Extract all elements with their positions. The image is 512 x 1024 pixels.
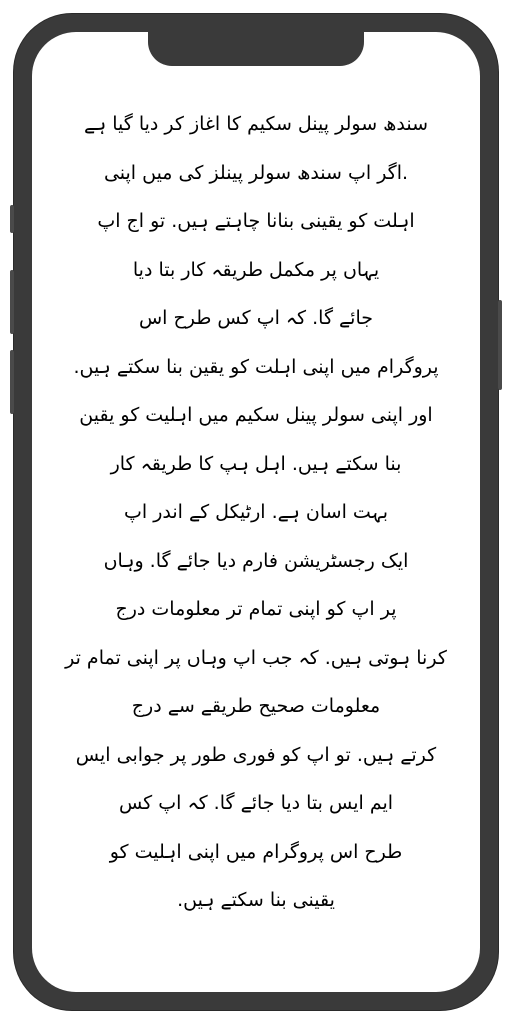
article-line: جائے گا. کہ اپ کس طرح اس [138,307,374,329]
article-line: بہت اسان ہے. ارٹیکل کے اندر اپ [124,501,388,523]
article-line: معلومات صحیح طریقے سے درج [131,695,381,717]
article-line: ایم ایس بتا دیا جائے گا. کہ اپ کس [118,792,394,814]
article-text [54,100,458,925]
article-line: بنا سکتے ہیں. اہل ہپ کا طریقہ کار [110,452,402,475]
article-line: پر اپ کو اپنی تمام تر معلومات درج [115,598,397,620]
article-line: اہلت کو یقینی بنانا چاہتے ہیں. تو اج اپ [97,210,415,232]
article-line: سندھ سولر پینل سکیم کا اغاز کر دیا گیا ہے [83,113,429,135]
article-line: کرنا ہوتی ہیں. کہ جب اپ وہاں پر اپنی تمام تر [65,646,447,669]
phone-notch [148,28,364,66]
article-line: یقینی بنا سکتے ہیں. [177,889,335,911]
power-button [498,300,502,390]
mute-switch [10,205,14,233]
article-line: پروگرام میں اپنی اہلت کو یقین بنا سکتے ہیں. [73,355,439,378]
article-line: اور اپنی سولر پینل سکیم میں اہلیت کو یقین [79,404,433,426]
volume-up-button [10,270,14,334]
article-line: کرتے ہیں. تو اپ کو فوری طور پر جوابی ایس [75,743,437,766]
article-line: ایک رجسٹریشن فارم دیا جائے گا. وہاں [103,549,409,572]
article-line: .اگر اپ سندھ سولر پینلز کی میں اپنی [103,161,409,184]
article-line: طرح اس پروگرام میں اپنی اہلیت کو [109,840,403,863]
volume-down-button [10,350,14,414]
article-line: یہاں پر مکمل طریقہ کار بتا دیا [132,258,380,281]
